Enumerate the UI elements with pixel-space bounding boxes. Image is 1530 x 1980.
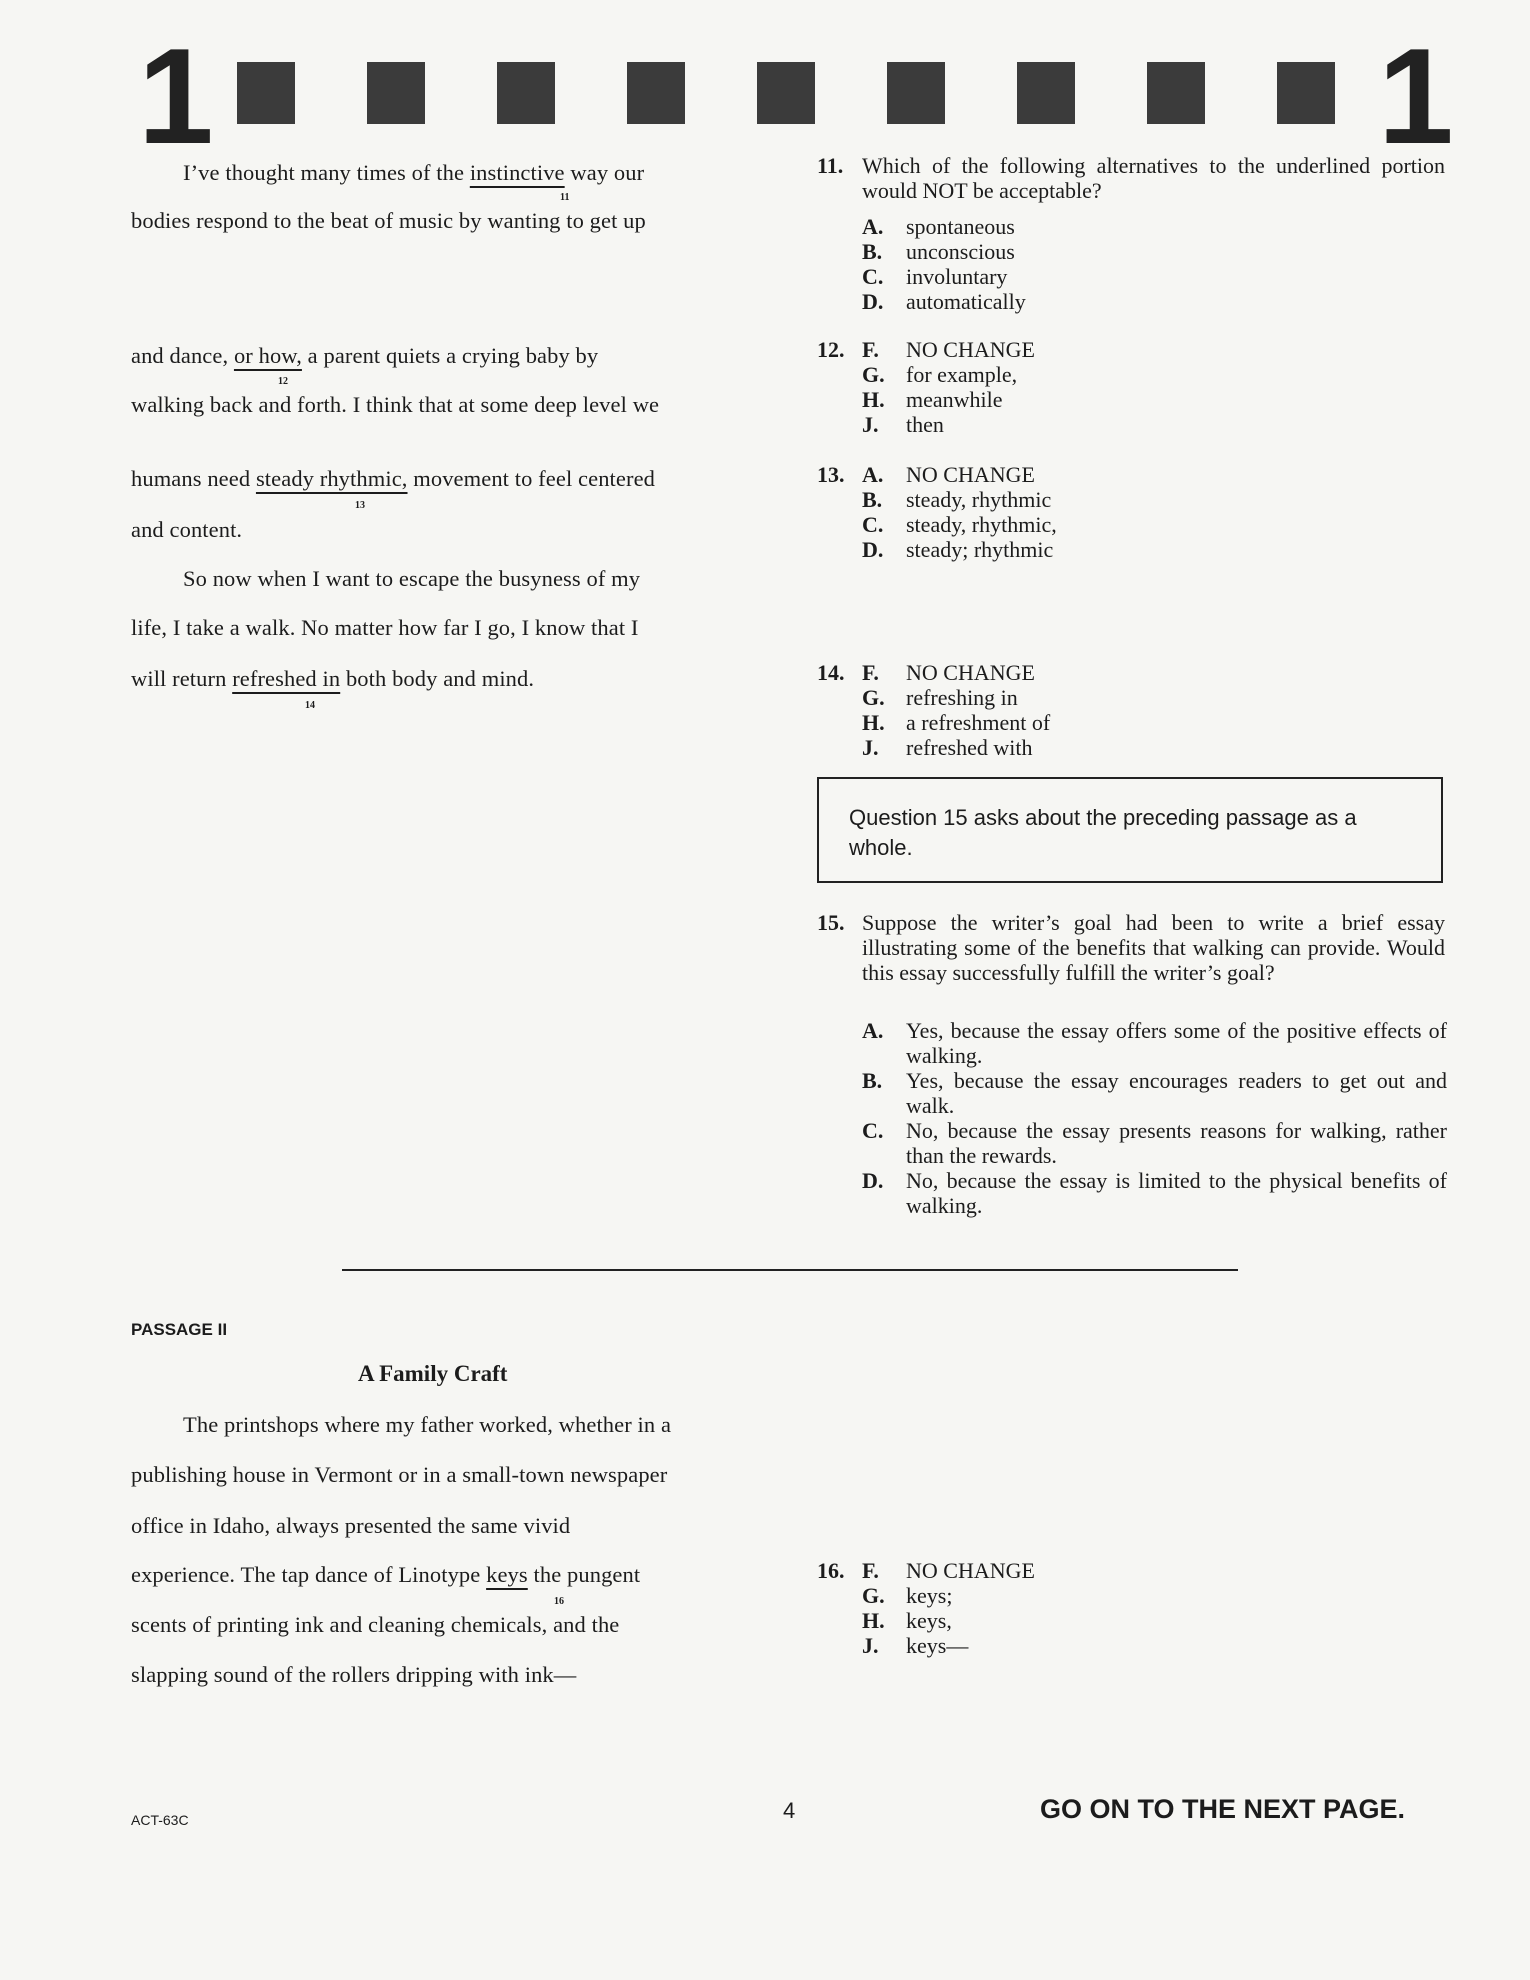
header-square <box>1277 62 1335 124</box>
question-number: 13. <box>817 462 845 487</box>
next-page-instruction: GO ON TO THE NEXT PAGE. <box>1040 1794 1406 1824</box>
passage-line: life, I take a walk. No matter how far I go, I know that I <box>131 615 639 640</box>
passage-text: experience. The tap dance of Linotype <box>131 1562 481 1587</box>
answer-option[interactable] <box>862 214 1015 239</box>
underlined-portion-13[interactable]: steady rhythmic, <box>255 466 408 491</box>
answer-option[interactable] <box>862 1558 1035 1583</box>
answer-option[interactable] <box>862 685 1018 710</box>
option-letter: A. <box>862 1018 884 1043</box>
option-letter: F. <box>862 1558 879 1583</box>
page-number: 4 <box>783 1798 796 1823</box>
answer-option[interactable] <box>862 362 1017 387</box>
answer-option[interactable] <box>862 239 1015 264</box>
option-letter: B. <box>862 239 883 264</box>
header-square <box>627 62 685 124</box>
question-15 <box>817 910 1447 1225</box>
answer-option[interactable] <box>862 710 1050 735</box>
question-number: 11. <box>817 153 844 178</box>
option-text: steady, rhythmic, <box>906 512 1057 537</box>
answer-option[interactable] <box>862 412 944 437</box>
option-letter: F. <box>862 660 879 685</box>
passage-line: walking back and forth. I think that at some deep level we <box>131 392 660 417</box>
option-letter: H. <box>862 1608 885 1633</box>
underlined-portion-14[interactable]: refreshed in <box>232 666 341 691</box>
passage-line: The printshops where my father worked, whether in a <box>183 1412 672 1437</box>
option-letter: A. <box>862 214 884 239</box>
option-letter: D. <box>862 1168 884 1193</box>
question-stem: Which of the following alternatives to the underlined portion would NOT be acceptable? <box>862 153 1445 203</box>
passage-text: a parent quiets a crying baby by <box>307 343 599 368</box>
option-text: then <box>906 412 944 437</box>
answer-option[interactable] <box>862 735 1032 760</box>
passage-divider <box>342 1269 1238 1271</box>
option-letter: D. <box>862 537 884 562</box>
passage-text: both body and mind. <box>345 666 535 691</box>
answer-option[interactable] <box>862 1608 952 1633</box>
option-text: No, because the essay is limited to the physical benefits of walking. <box>906 1168 1447 1218</box>
question-number: 14. <box>817 660 845 685</box>
option-text: NO CHANGE <box>906 337 1035 362</box>
answer-option[interactable] <box>862 1633 968 1658</box>
question-16 <box>817 1558 1447 1658</box>
option-letter: B. <box>862 487 883 512</box>
option-letter: G. <box>862 362 885 387</box>
option-letter: J. <box>862 1633 879 1658</box>
passage-line <box>131 666 534 692</box>
section-number-right: 1 <box>1378 20 1454 172</box>
option-letter: D. <box>862 289 884 314</box>
question-marker-13: 13 <box>355 500 365 511</box>
option-text: Yes, because the essay offers some of the positive effects of walking. <box>906 1018 1447 1068</box>
answer-option[interactable] <box>862 387 1003 412</box>
option-text: refreshed with <box>906 735 1033 760</box>
question-13 <box>817 462 1447 562</box>
option-letter: C. <box>862 264 884 289</box>
form-code: ACT-63C <box>131 1812 189 1828</box>
answer-option[interactable] <box>862 264 1007 289</box>
option-letter: C. <box>862 512 884 537</box>
option-letter: B. <box>862 1068 883 1093</box>
passage-text: will return <box>131 666 227 691</box>
option-letter: C. <box>862 1118 884 1143</box>
header-square <box>367 62 425 124</box>
passage-line <box>131 1562 640 1588</box>
passage-text: I’ve thought many times of the <box>183 160 465 185</box>
option-letter: A. <box>862 462 884 487</box>
header-square <box>237 62 295 124</box>
option-text: spontaneous <box>906 214 1015 239</box>
question-marker-11: 11 <box>560 192 570 203</box>
option-letter: J. <box>862 412 879 437</box>
answer-option[interactable] <box>862 337 1035 362</box>
passage-line <box>131 466 655 492</box>
option-text: keys— <box>906 1633 969 1658</box>
header-square <box>887 62 945 124</box>
passage-line <box>183 160 644 186</box>
passage-line: bodies respond to the beat of music by wanting to get up <box>131 208 646 233</box>
header-square <box>1147 62 1205 124</box>
option-text: a refreshment of <box>906 710 1051 735</box>
option-text: refreshing in <box>906 685 1018 710</box>
passage-text: and dance, <box>131 343 229 368</box>
passage-text: way our <box>570 160 645 185</box>
option-letter: G. <box>862 1583 885 1608</box>
underlined-portion-16[interactable]: keys <box>486 1562 528 1587</box>
option-letter: G. <box>862 685 885 710</box>
passage-line: So now when I want to escape the busyness of my <box>183 566 641 591</box>
question-number: 12. <box>817 337 845 362</box>
passage-title: A Family Craft <box>358 1361 508 1386</box>
option-letter: H. <box>862 710 885 735</box>
passage-line: slapping sound of the rollers dripping with ink— <box>131 1662 577 1687</box>
passage-text: humans need <box>131 466 251 491</box>
option-text: automatically <box>906 289 1026 314</box>
answer-option[interactable] <box>862 512 1057 537</box>
passage-text: movement to feel centered <box>413 466 656 491</box>
question-11 <box>817 153 1447 313</box>
header-square <box>1017 62 1075 124</box>
option-text: No, because the essay presents reasons for walking, rather than the rewards. <box>906 1118 1447 1168</box>
option-text: steady; rhythmic <box>906 537 1054 562</box>
header-square <box>757 62 815 124</box>
answer-option[interactable] <box>862 487 1051 512</box>
passage-line: office in Idaho, always presented the same vivid <box>131 1513 571 1538</box>
option-text: steady, rhythmic <box>906 487 1052 512</box>
passage-line <box>131 343 598 369</box>
question-stem: Suppose the writer’s goal had been to write a brief essay illustrating some of the benefits that walking can provide. Would this essay successfully fulfill the writer’s goal? <box>862 910 1445 985</box>
section-number-left: 1 <box>138 20 214 172</box>
question-number: 16. <box>817 1558 845 1583</box>
answer-option[interactable] <box>862 1583 952 1608</box>
answer-option[interactable] <box>862 660 1035 685</box>
option-letter: H. <box>862 387 885 412</box>
option-letter: J. <box>862 735 879 760</box>
underlined-portion-12[interactable]: or how, <box>233 343 302 368</box>
option-text: for example, <box>906 362 1018 387</box>
header-square <box>497 62 555 124</box>
whole-passage-note-box: Question 15 asks about the preceding passage as a whole. <box>817 777 1443 883</box>
option-text: NO CHANGE <box>906 1558 1035 1583</box>
question-marker-14: 14 <box>305 700 315 711</box>
option-text: keys; <box>906 1583 953 1608</box>
passage-text: the pungent <box>533 1562 641 1587</box>
passage-line: and content. <box>131 517 243 542</box>
option-text: involuntary <box>906 264 1008 289</box>
passage-label: PASSAGE II <box>131 1320 228 1339</box>
passage-line: publishing house in Vermont or in a small-town newspaper <box>131 1462 668 1487</box>
option-text: NO CHANGE <box>906 660 1035 685</box>
passage-line: scents of printing ink and cleaning chemicals, and the <box>131 1612 620 1637</box>
answer-option[interactable] <box>862 462 1035 487</box>
question-14 <box>817 660 1447 760</box>
answer-option[interactable] <box>862 537 1053 562</box>
option-text: keys, <box>906 1608 952 1633</box>
underlined-portion-11[interactable]: instinctive <box>469 160 565 185</box>
question-marker-16: 16 <box>554 1596 564 1607</box>
question-12 <box>817 337 1447 437</box>
option-text: meanwhile <box>906 387 1003 412</box>
question-marker-12: 12 <box>278 376 288 387</box>
option-text: NO CHANGE <box>906 462 1035 487</box>
option-text: Yes, because the essay encourages readers to get out and walk. <box>906 1068 1447 1118</box>
answer-option[interactable] <box>862 289 1026 314</box>
question-number: 15. <box>817 910 845 935</box>
option-text: unconscious <box>906 239 1015 264</box>
option-letter: F. <box>862 337 879 362</box>
